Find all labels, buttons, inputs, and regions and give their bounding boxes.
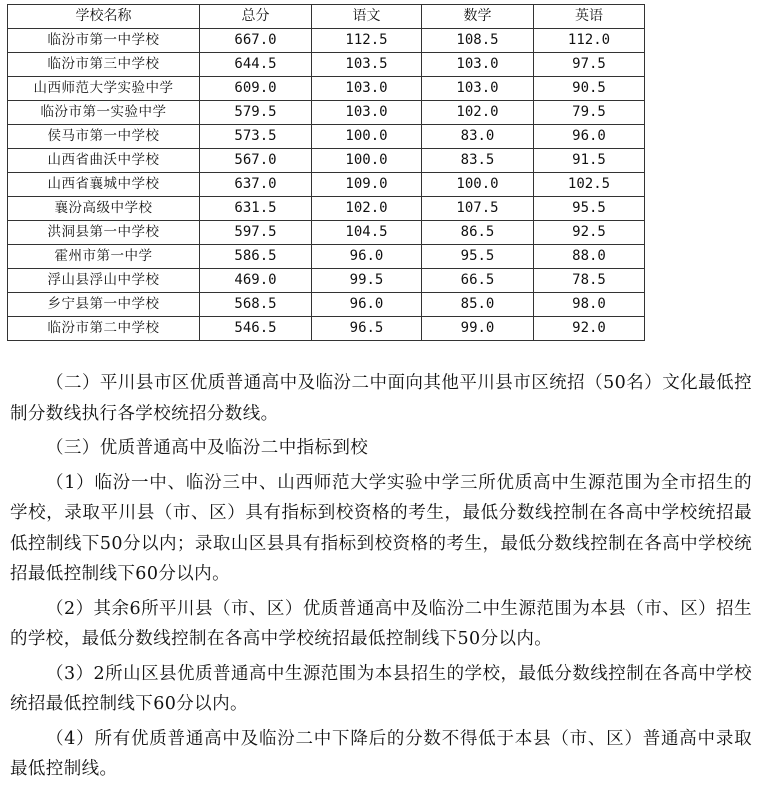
cell-school-name: 山西师范大学实验中学 — [8, 77, 200, 101]
score-table-container — [7, 4, 644, 341]
cell-total: 567.0 — [200, 149, 312, 173]
cell-total: 597.5 — [200, 221, 312, 245]
header-school-name: 学校名称 — [8, 5, 200, 29]
cell-english: 78.5 — [534, 269, 645, 293]
table-row — [8, 77, 645, 101]
paragraph-item-4: （4）所有优质普通高中及临汾二中下降后的分数不得低于本县（市、区）普通高中录取最低控制线。 — [10, 728, 752, 779]
cell-math: 86.5 — [422, 221, 534, 245]
policy-text — [10, 368, 752, 785]
cell-math: 103.0 — [422, 53, 534, 77]
cell-school-name: 乡宁县第一中学校 — [8, 293, 200, 317]
cell-school-name: 山西省曲沃中学校 — [8, 149, 200, 173]
cell-school-name: 临汾市第三中学校 — [8, 53, 200, 77]
cell-math: 103.0 — [422, 77, 534, 101]
table-row — [8, 173, 645, 197]
cell-english: 92.5 — [534, 221, 645, 245]
table-row — [8, 197, 645, 221]
cell-math: 85.0 — [422, 293, 534, 317]
header-english: 英语 — [534, 5, 645, 29]
cell-english: 95.5 — [534, 197, 645, 221]
table-row — [8, 221, 645, 245]
cell-total: 568.5 — [200, 293, 312, 317]
header-chinese: 语文 — [312, 5, 422, 29]
cell-total: 469.0 — [200, 269, 312, 293]
cell-school-name: 洪洞县第一中学校 — [8, 221, 200, 245]
table-row — [8, 101, 645, 125]
cell-chinese: 104.5 — [312, 221, 422, 245]
cell-english: 90.5 — [534, 77, 645, 101]
cell-math: 102.0 — [422, 101, 534, 125]
cell-english: 91.5 — [534, 149, 645, 173]
cell-total: 573.5 — [200, 125, 312, 149]
cell-math: 99.0 — [422, 317, 534, 341]
cell-school-name: 襄汾高级中学校 — [8, 197, 200, 221]
paragraph-section-2: （二）平川县市区优质普通高中及临汾二中面向其他平川县市区统招（50名）文化最低控制分数线执行各学校统招分数线。 — [10, 373, 752, 424]
cell-school-name: 山西省襄城中学校 — [8, 173, 200, 197]
table-row — [8, 245, 645, 269]
cell-chinese: 102.0 — [312, 197, 422, 221]
table-row — [8, 125, 645, 149]
cell-math: 83.0 — [422, 125, 534, 149]
cell-school-name: 霍州市第一中学 — [8, 245, 200, 269]
cell-chinese: 96.0 — [312, 293, 422, 317]
paragraph-section-3-heading: （三）优质普通高中及临汾二中指标到校 — [46, 438, 369, 458]
cell-math: 83.5 — [422, 149, 534, 173]
cell-english: 98.0 — [534, 293, 645, 317]
table-row — [8, 149, 645, 173]
paragraph-item-1: （1）临汾一中、临汾三中、山西师范大学实验中学三所优质高中生源范围为全市招生的学校，录取平川县（市、区）具有指标到校资格的考生，最低分数线控制在各高中学校统招最低控制线下50分以内；录取山区县具有指标到校资格的考生，最低分数线控制在各高中学校统招最低控制线下60分以内。 — [10, 472, 752, 584]
cell-chinese: 103.0 — [312, 101, 422, 125]
cell-math: 66.5 — [422, 269, 534, 293]
cell-english: 88.0 — [534, 245, 645, 269]
paragraph-item-3: （3）2所山区县优质普通高中生源范围为本县招生的学校，最低分数线控制在各高中学校统招最低控制线下60分以内。 — [10, 663, 752, 714]
header-math: 数学 — [422, 5, 534, 29]
cell-school-name: 侯马市第一中学校 — [8, 125, 200, 149]
cell-math: 100.0 — [422, 173, 534, 197]
cell-total: 637.0 — [200, 173, 312, 197]
cell-english: 92.0 — [534, 317, 645, 341]
table-header-row — [8, 5, 645, 29]
cell-english: 102.5 — [534, 173, 645, 197]
paragraph-item-2: （2）其余6所平川县（市、区）优质普通高中及临汾二中生源范围为本县（市、区）招生的学校，最低分数线控制在各高中学校统招最低控制线下50分以内。 — [10, 598, 752, 649]
cell-chinese: 109.0 — [312, 173, 422, 197]
cell-chinese: 103.5 — [312, 53, 422, 77]
cell-chinese: 100.0 — [312, 149, 422, 173]
cell-total: 586.5 — [200, 245, 312, 269]
cell-english: 112.0 — [534, 29, 645, 53]
cell-school-name: 浮山县浮山中学校 — [8, 269, 200, 293]
cell-chinese: 100.0 — [312, 125, 422, 149]
cell-total: 644.5 — [200, 53, 312, 77]
cell-school-name: 临汾市第一实验中学 — [8, 101, 200, 125]
cell-chinese: 112.5 — [312, 29, 422, 53]
cell-total: 667.0 — [200, 29, 312, 53]
cell-math: 95.5 — [422, 245, 534, 269]
cell-english: 97.5 — [534, 53, 645, 77]
cell-english: 96.0 — [534, 125, 645, 149]
cell-chinese: 99.5 — [312, 269, 422, 293]
cell-chinese: 103.0 — [312, 77, 422, 101]
cell-school-name: 临汾市第一中学校 — [8, 29, 200, 53]
cell-chinese: 96.0 — [312, 245, 422, 269]
score-table — [7, 4, 645, 341]
cell-total: 631.5 — [200, 197, 312, 221]
cell-total: 609.0 — [200, 77, 312, 101]
table-row — [8, 317, 645, 341]
cell-chinese: 96.5 — [312, 317, 422, 341]
table-row — [8, 269, 645, 293]
table-row — [8, 29, 645, 53]
table-row — [8, 53, 645, 77]
table-row — [8, 293, 645, 317]
cell-english: 79.5 — [534, 101, 645, 125]
header-total: 总分 — [200, 5, 312, 29]
cell-total: 546.5 — [200, 317, 312, 341]
cell-math: 107.5 — [422, 197, 534, 221]
cell-total: 579.5 — [200, 101, 312, 125]
cell-school-name: 临汾市第二中学校 — [8, 317, 200, 341]
cell-math: 108.5 — [422, 29, 534, 53]
